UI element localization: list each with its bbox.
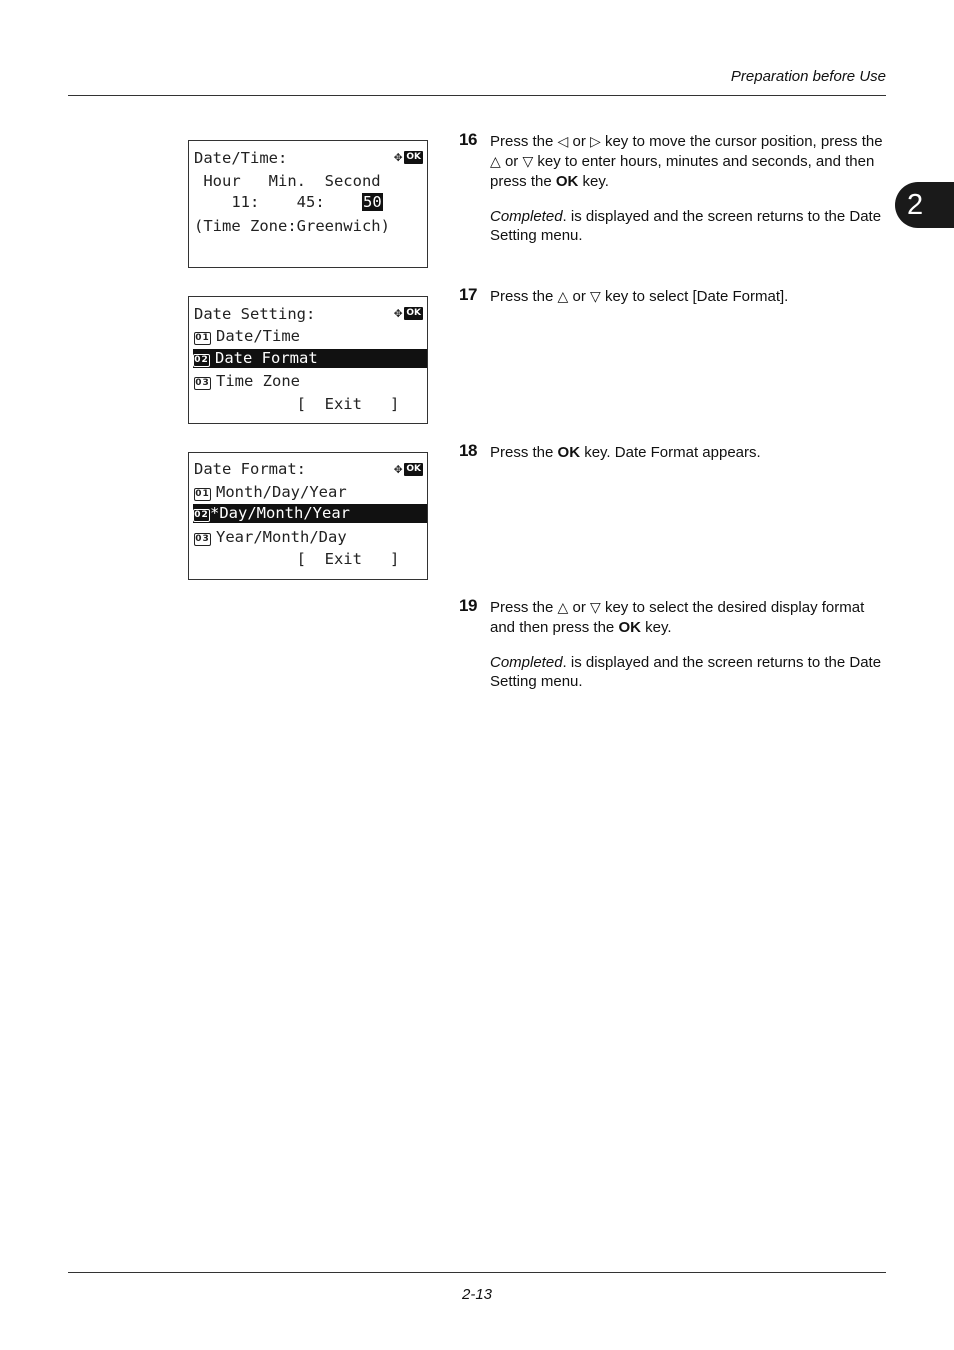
right-key-icon: ▷ [590, 134, 601, 150]
down-key-icon: ▽ [590, 289, 601, 305]
text: key to select [Date Format]. [600, 288, 789, 305]
item-number-badge: 02 [194, 355, 209, 365]
text: Press the [490, 444, 558, 461]
step-number: 16 [459, 130, 477, 149]
text: key to select the desired display format and then press the [490, 599, 865, 636]
menu-item-label: Date Format [215, 349, 318, 367]
item-number-badge: 01 [195, 489, 210, 499]
lcd-timezone-line: (Time Zone:Greenwich) [194, 217, 390, 235]
menu-item-label: Month/Day/Year [216, 483, 347, 501]
menu-item-time-zone [194, 372, 427, 391]
ok-icon: OK [406, 307, 421, 318]
menu-item-label: Date/Time [216, 327, 300, 345]
step-17 [459, 287, 886, 307]
exit-softkey: [ Exit ] [194, 395, 400, 413]
text: key to move the cursor position, press the [600, 133, 883, 150]
text: or [568, 133, 590, 150]
step-text [490, 598, 886, 691]
item-number-badge: 01 [195, 333, 210, 343]
text: or [568, 288, 590, 305]
lcd-key-hint [394, 150, 423, 164]
four-way-arrow-icon: ✥ [393, 149, 403, 165]
completed-message: Completed [490, 654, 563, 671]
left-key-icon: ◁ [557, 134, 569, 150]
menu-item-label: *Day/Month/Year [210, 504, 350, 522]
lcd-key-hint [394, 306, 423, 320]
lcd-labels-line: Hour Min. Second [194, 172, 381, 190]
text: . is displayed and the screen returns to the Date Setting menu. [490, 208, 882, 244]
ok-icon: OK [406, 463, 421, 474]
lcd-title: Date Setting: [194, 305, 316, 323]
item-number-badge: 02 [194, 510, 209, 520]
four-way-arrow-icon: ✥ [393, 461, 403, 477]
lcd-title: Date Format: [194, 460, 306, 478]
lcd-values-line [194, 193, 427, 212]
step-text [490, 443, 886, 462]
step-text [490, 132, 886, 245]
hours-minutes-values: 11: 45: [194, 193, 362, 211]
text: or [500, 153, 523, 170]
lcd-key-hint [394, 462, 423, 476]
text: Press the [490, 288, 558, 305]
up-key-icon: △ [557, 600, 569, 616]
footer-rule [68, 1272, 886, 1273]
seconds-cursor-value: 50 [362, 193, 382, 211]
ok-key-label: OK [618, 619, 641, 636]
lcd-date-setting-screen [188, 296, 428, 424]
item-number-badge: 03 [195, 378, 210, 388]
up-key-icon: △ [490, 154, 501, 170]
down-key-icon: ▽ [590, 600, 601, 616]
lcd-title: Date/Time: [194, 149, 288, 167]
down-key-icon: ▽ [522, 154, 534, 170]
ok-key-label: OK [557, 444, 581, 461]
menu-item-year-month-day [194, 528, 427, 547]
text: key. [578, 173, 609, 190]
ok-key-label: OK [555, 173, 579, 190]
menu-item-label: Year/Month/Day [216, 528, 347, 546]
four-way-arrow-icon: ✥ [393, 305, 403, 321]
text: key to enter hours, minutes and seconds, and then press the [490, 153, 875, 190]
step-19 [459, 598, 886, 691]
text: or [568, 599, 590, 616]
text: key. [640, 619, 672, 636]
step-number: 19 [459, 596, 477, 615]
step-text [490, 287, 886, 307]
menu-item-date-format-selected [193, 349, 427, 368]
lcd-date-format-screen [188, 452, 428, 580]
section-title: Preparation before Use [730, 68, 886, 85]
ok-icon: OK [406, 151, 421, 162]
step-number: 18 [459, 441, 477, 460]
menu-item-month-day-year [194, 483, 427, 502]
chapter-tab: 2 [895, 182, 954, 228]
exit-softkey: [ Exit ] [194, 550, 400, 568]
text: key. Date Format appears. [580, 444, 761, 461]
item-number-badge: 03 [195, 534, 210, 544]
page-number: 2-13 [461, 1286, 493, 1303]
lcd-datetime-screen [188, 140, 428, 268]
menu-item-day-month-year-selected [193, 504, 427, 523]
step-16 [459, 132, 886, 245]
text: . is displayed and the screen returns to the Date Setting menu. [490, 654, 882, 690]
step-number: 17 [459, 285, 477, 304]
menu-item-date-time [194, 327, 427, 346]
up-key-icon: △ [557, 289, 569, 305]
text: Press the [490, 133, 558, 150]
step-18 [459, 443, 886, 462]
header-rule [68, 95, 886, 96]
text: Press the [490, 599, 558, 616]
completed-message: Completed [490, 208, 563, 225]
menu-item-label: Time Zone [216, 372, 300, 390]
